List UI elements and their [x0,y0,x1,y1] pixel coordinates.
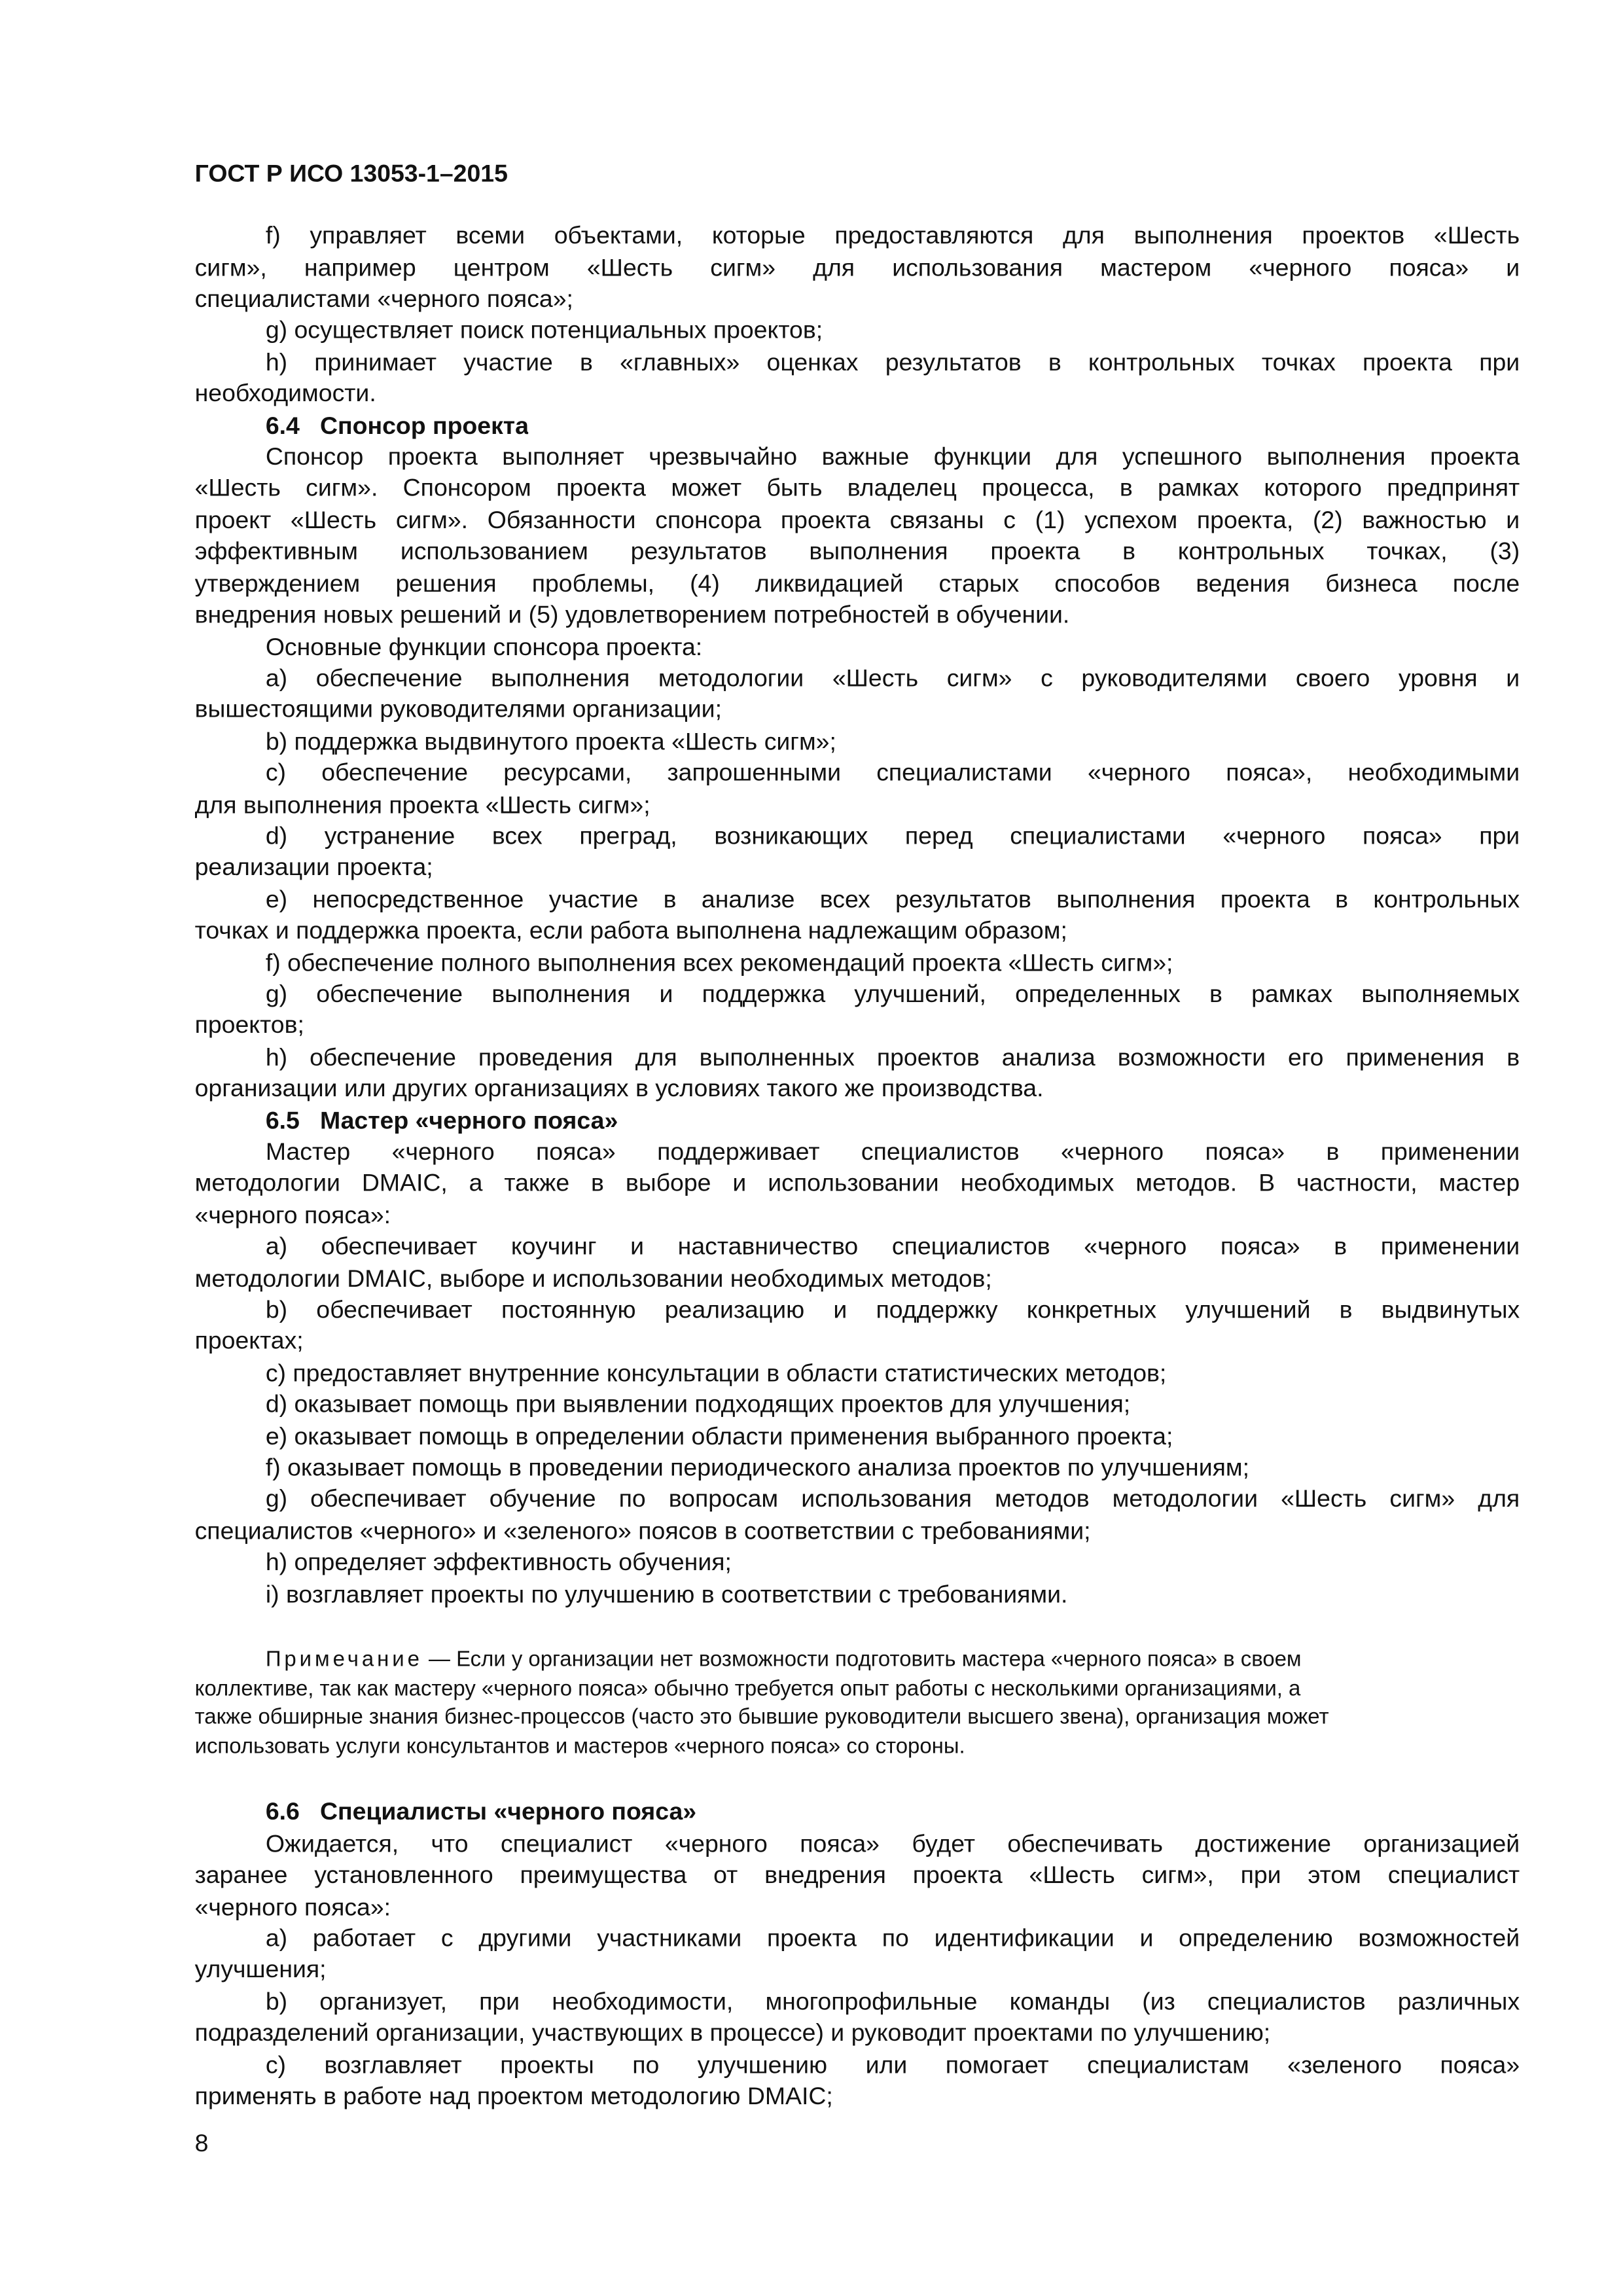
list-item-line: b) организует, при необходимости, многопрофильные команды (из специалистов различных [265,1987,1520,2016]
list-item-line: вышестоящими руководителями организации; [194,694,722,723]
list-item-line: проектов; [194,1011,304,1039]
list-item-line: специалистами «черного пояса»; [194,285,573,313]
paragraph-line: «черного пояса»: [194,1201,391,1230]
document-header: ГОСТ Р ИСО 13053-1–2015 [194,159,508,188]
paragraph-line: Основные функции спонсора проекта: [265,633,703,662]
list-item-line: d) устранение всех преград, возникающих перед специалистами «черного пояса» при [265,821,1520,850]
list-item-line: h) определяет эффективность обучения; [265,1548,732,1576]
list-item-line: реализации проекта; [194,853,433,881]
list-item-line: необходимости. [194,379,376,408]
list-item-line: методологии DMAIC, выборе и использовании необходимых методов; [194,1265,992,1293]
section-heading: 6.4 Спонсор проекта [265,412,529,440]
paragraph-line: «черного пояса»: [194,1893,391,1922]
section-heading: 6.5 Мастер «черного пояса» [265,1106,618,1135]
list-item-line: a) обеспечивает коучинг и наставничество специалистов «черного пояса» в применении [265,1232,1520,1261]
list-item-line: b) поддержка выдвинутого проекта «Шесть сигм»; [265,727,836,756]
list-item-line: подразделений организации, участвующих в процессе) и руководит проектами по улучшению; [194,2018,1271,2047]
paragraph-line: утверждением решения проблемы, (4) ликвидацией старых способов ведения бизнеса после [194,569,1520,598]
list-item-line: g) осуществляет поиск потенциальных проектов; [265,315,823,344]
note-line [195,1647,1520,1675]
note-line: использовать услуги консультантов и мастеров «черного пояса» со стороны. [194,1735,965,1759]
list-item-line: f) обеспечение полного выполнения всех рекомендаций проекта «Шесть сигм»; [265,948,1173,977]
list-item-line: улучшения; [194,1955,327,1984]
note-text: — Если у организации нет возможности подготовить мастера «черного пояса» в своем [422,1648,1302,1672]
paragraph-line: Мастер «черного пояса» поддерживает специалистов «черного пояса» в применении [265,1138,1520,1166]
list-item-line: проектах; [194,1326,304,1355]
list-item-line: g) обеспечение выполнения и поддержка улучшений, определенных в рамках выполняемых [265,980,1520,1008]
list-item-line: c) предоставляет внутренние консультации в области статистических методов; [265,1359,1167,1388]
list-item-line: f) оказывает помощь в проведении периодического анализа проектов по улучшениям; [265,1453,1250,1482]
list-item-line: h) принимает участие в «главных» оценках результатов в контрольных точках проекта при [265,348,1520,376]
paragraph-line: заранее установленного преимущества от внедрения проекта «Шесть сигм», при этом специалист [194,1860,1520,1889]
paragraph-line: Спонсор проекта выполняет чрезвычайно важные функции для успешного выполнения проекта [265,442,1520,471]
page-number: 8 [194,2129,209,2158]
note-line: коллективе, так как мастеру «черного пояса» обычно требуется опыт работы с несколькими организациями, а [194,1677,1301,1702]
list-item-line: h) обеспечение проведения для выполненных проектов анализа возможности его применения в [265,1043,1520,1071]
paragraph-line: внедрения новых решений и (5) удовлетворением потребностей в обучении. [194,600,1070,629]
list-item-line: c) возглавляет проекты по улучшению или помогает специалистам «зеленого пояса» [265,2051,1520,2079]
section-heading: 6.6 Специалисты «черного пояса» [265,1797,697,1825]
list-item-line: c) обеспечение ресурсами, запрошенными специалистами «черного пояса», необходимыми [265,758,1520,787]
list-item-line: b) обеспечивает постоянную реализацию и поддержку конкретных улучшений в выдвинутых [265,1295,1520,1324]
paragraph-line: «Шесть сигм». Спонсором проекта может быть владелец процесса, в рамках которого предпринят [194,473,1520,502]
list-item-line: применять в работе над проектом методологию DMAIC; [194,2082,833,2110]
list-item-line: e) оказывает помощь в определении области применения выбранного проекта; [265,1422,1173,1451]
note-line: также обширные знания бизнес-процессов (часто это бывшие руководители высшего звена), организация может [194,1706,1329,1730]
list-item-line: организации или других организациях в условиях такого же производства. [194,1074,1044,1103]
list-item-line: d) оказывает помощь при выявлении подходящих проектов для улучшения; [265,1390,1131,1418]
note-label: Примечание [265,1648,423,1672]
list-item-line: для выполнения проекта «Шесть сигм»; [194,791,651,819]
list-item-line: специалистов «черного» и «зеленого» поясов в соответствии с требованиями; [194,1516,1091,1545]
list-item-line: i) возглавляет проекты по улучшению в соответствии с требованиями. [265,1580,1068,1609]
list-item-line: точках и поддержка проекта, если работа выполнена надлежащим образом; [194,916,1067,944]
list-item-line: a) работает с другими участниками проекта по идентификации и определению возможностей [265,1924,1520,1952]
paragraph-line: Ожидается, что специалист «черного пояса» будет обеспечивать достижение организацией [265,1829,1520,1858]
list-item-line: g) обеспечивает обучение по вопросам использования методов методологии «Шесть сигм» для [265,1484,1520,1513]
paragraph-line: эффективным использованием результатов выполнения проекта в контрольных точках, (3) [194,537,1520,565]
list-item-line: сигм», например центром «Шесть сигм» для использования мастером «черного пояса» и [194,253,1520,282]
paragraph-line: методологии DMAIC, а также в выборе и использовании необходимых методов. В частности, мастер [194,1168,1520,1197]
list-item-line: f) управляет всеми объектами, которые предоставляются для выполнения проектов «Шесть [265,221,1520,250]
list-item-line: e) непосредственное участие в анализе всех результатов выполнения проекта в контрольных [265,885,1520,914]
list-item-line: a) обеспечение выполнения методологии «Шесть сигм» с руководителями своего уровня и [265,664,1520,692]
paragraph-line: проект «Шесть сигм». Обязанности спонсора проекта связаны с (1) успехом проекта, (2) важностью и [194,506,1520,535]
